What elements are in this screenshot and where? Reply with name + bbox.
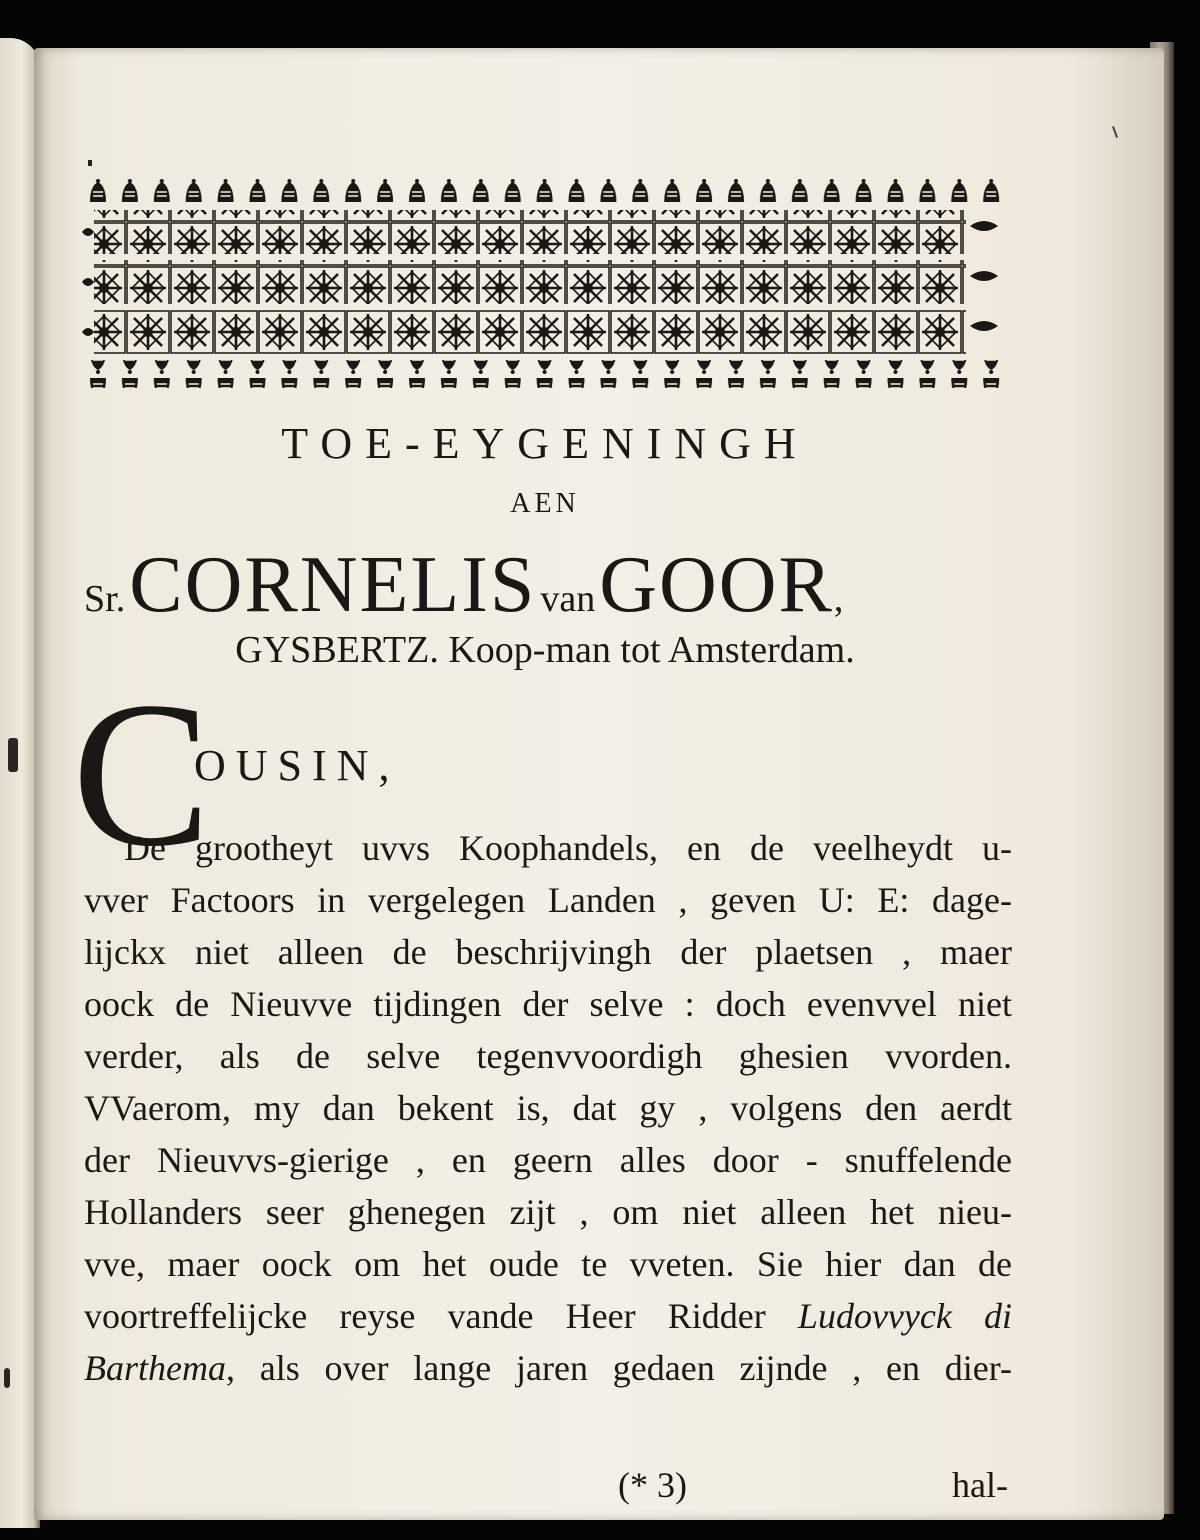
page-footer: [82, 1464, 1008, 1510]
catchword: hal-: [952, 1465, 1008, 1505]
text-line-part: , als over lange jaren gedaen zijnde , en dier-: [225, 1348, 1012, 1388]
ink-speck: [88, 160, 92, 166]
salutation-rest: OUSIN,: [194, 741, 400, 790]
drop-capital: C: [72, 659, 211, 889]
text-line: lijckx niet alleen de beschrijvingh der plaetsen , maer: [84, 932, 1012, 972]
italic-name: Barthema: [84, 1348, 226, 1388]
dedicatee-surname: GOOR: [599, 541, 834, 629]
text-line: De grootheyt uvvs Koophandels, en de veelheydt u-: [124, 828, 1012, 868]
dedication-title: TOE-EYGENINGH: [281, 419, 809, 468]
name-particle: van: [540, 578, 596, 620]
name-comma: ,: [833, 578, 844, 620]
ornament-band: [82, 178, 1008, 390]
body-text: [84, 822, 1012, 1394]
dedication-subtitle: AEN: [510, 488, 580, 519]
signature-mark: (* 3): [618, 1465, 687, 1505]
text-line: verder, als de selve tegenvvoordigh ghesien vvorden.: [84, 1036, 1012, 1076]
text-line: der Nieuvvs-gierige , en geern alles door - snuffelende: [84, 1140, 1012, 1180]
dedicatee-title-line: GYSBERTZ. Koop-man tot Amsterdam.: [235, 629, 855, 671]
facing-page-mark: [8, 738, 18, 772]
italic-name: Ludovvyck di: [797, 1296, 1013, 1336]
ink-speck: [1112, 126, 1118, 138]
text-line-part: voortreffelijcke reyse vande Heer Ridder: [84, 1296, 766, 1336]
honorific: Sr.: [84, 578, 126, 620]
text-line: vve, maer oock om het oude te vveten. Sie hier dan de: [84, 1244, 1012, 1284]
dedicatee-name: CORNELIS: [129, 541, 537, 629]
text-line: [84, 1290, 1012, 1342]
text-line: VVaerom, my dan bekent is, dat gy , volgens den aerdt: [84, 1088, 1012, 1128]
facing-page-mark: [4, 1368, 10, 1388]
text-line: Hollanders seer ghenegen zijt , om niet alleen het nieu-: [84, 1192, 1012, 1232]
text-line: vver Factoors in vergelegen Landen , geven U: E: dage-: [84, 880, 1012, 920]
text-line: oock de Nieuvve tijdingen der selve : doch evenvvel niet: [84, 984, 1012, 1024]
text-line: [84, 1342, 1012, 1394]
dedicatee-name-line: [84, 540, 1010, 631]
